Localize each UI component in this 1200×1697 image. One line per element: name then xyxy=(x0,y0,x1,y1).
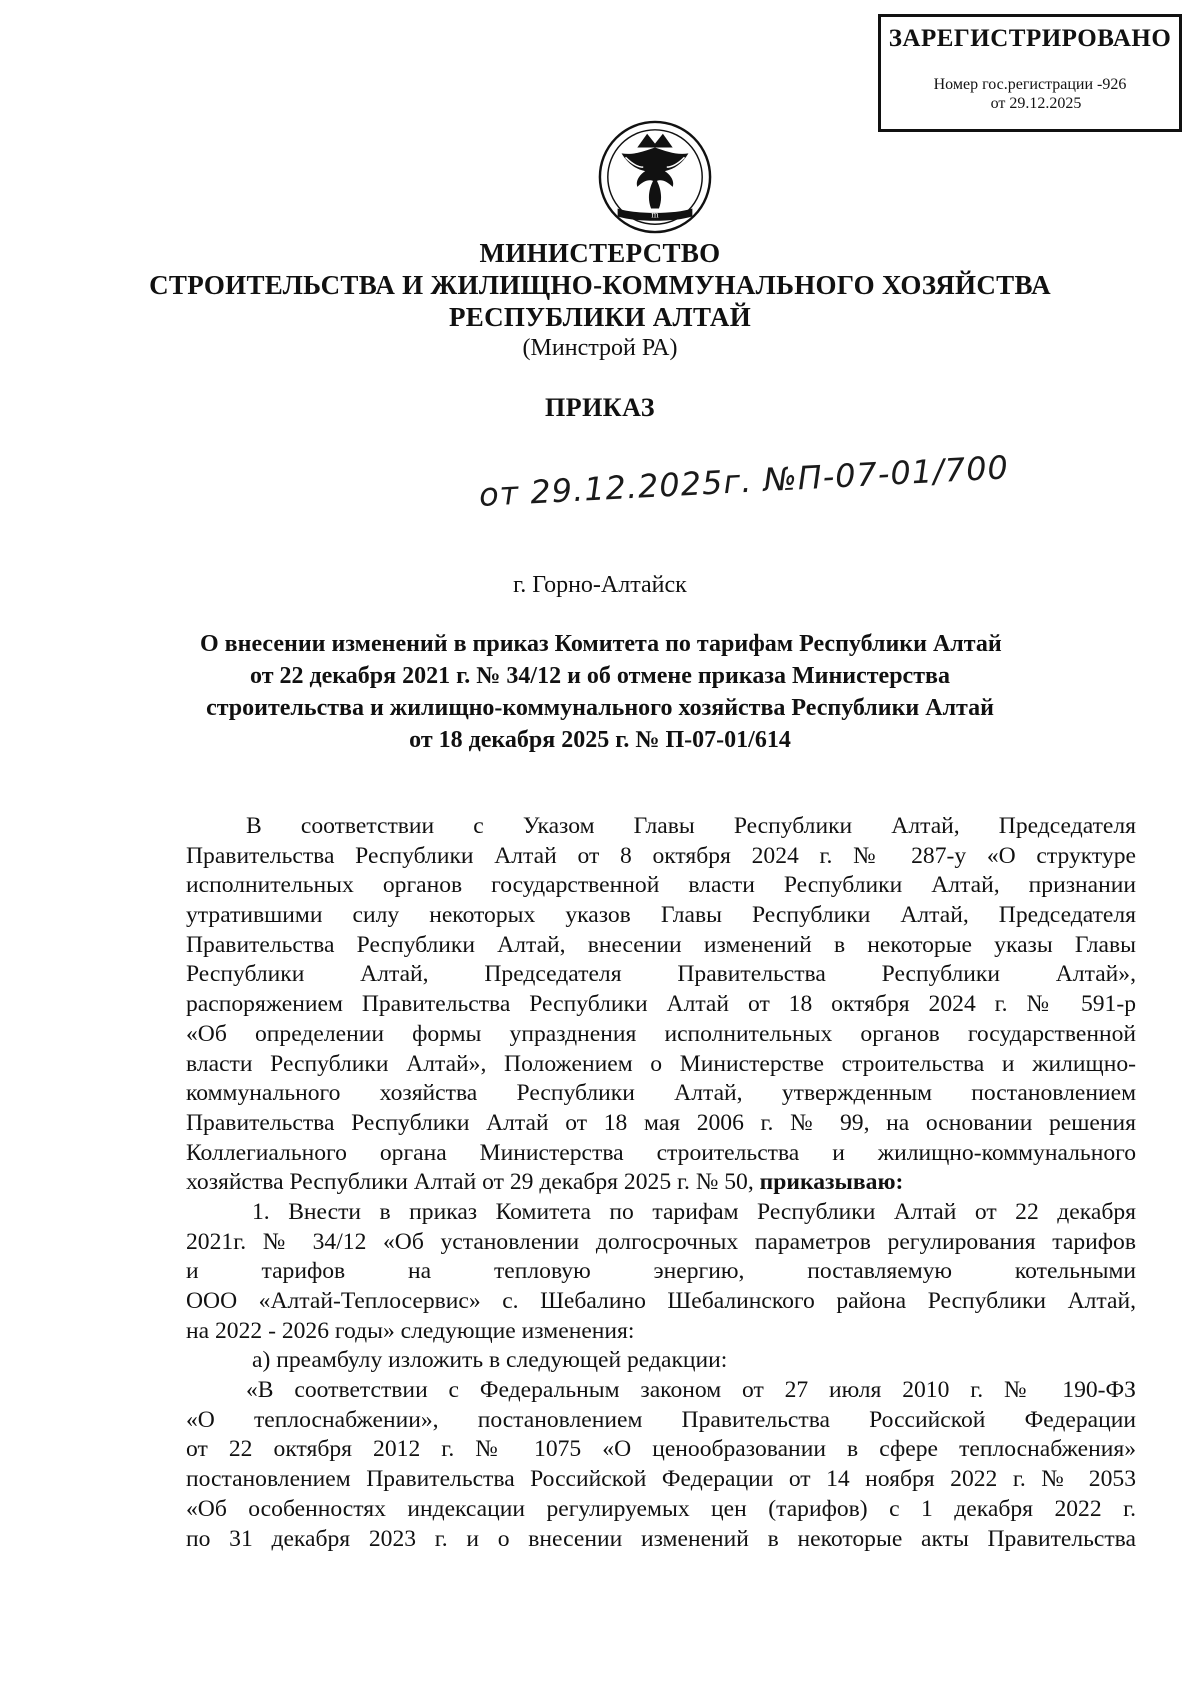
doc-type: ПРИКАЗ xyxy=(544,393,656,422)
body-line: по 31 декабря 2023 г. и о внесении изменений в некоторые акты Правительства xyxy=(186,1525,1136,1552)
body-line: 1. Внести в приказ Комитета по тарифам Республики Алтай от 22 декабря xyxy=(252,1198,1136,1225)
body-line: исполнительных органов государственной власти Республики Алтай, признании xyxy=(186,872,1136,899)
stamp-reg-date: от 29.12.2025 xyxy=(990,95,1082,112)
title-line: от 18 декабря 2025 г. № П-07-01/614 xyxy=(409,727,791,753)
city: г. Горно-Алтайск xyxy=(513,572,687,598)
handwritten-date-number: от 29.12.2025г. №П-07-01/700 xyxy=(478,448,1010,514)
body-line: ООО «Алтай-Теплосервис» с. Шебалино Шебалинского района Республики Алтай, xyxy=(186,1288,1136,1314)
registration-stamp xyxy=(878,14,1182,132)
body-line: «Об особенностях индексации регулируемых цен (тарифов) с 1 декабря 2022 г. xyxy=(186,1495,1136,1522)
order-keyword: приказываю: xyxy=(759,1169,904,1196)
body-line: Правительства Республики Алтай, внесении изменений в некоторые указы Главы xyxy=(186,931,1136,958)
body-line: постановлением Правительства Российской Федерации от 14 ноября 2022 г. № 2053 xyxy=(186,1466,1136,1493)
document-body xyxy=(186,812,1136,1554)
body-line: на 2022 - 2026 годы» следующие изменения: xyxy=(186,1317,635,1344)
body-line: «В соответствии с Федеральным законом от 27 июля 2010 г. № 190-ФЗ xyxy=(246,1377,1136,1404)
body-line: власти Республики Алтай», Положением о Министерстве строительства и жилищно- xyxy=(186,1050,1136,1077)
body-line: Правительства Республики Алтай от 18 мая 2006 г. № 99, на основании решения xyxy=(186,1109,1136,1136)
stamp-title: ЗАРЕГИСТРИРОВАНО xyxy=(888,25,1172,52)
body-line: утратившими силу некоторых указов Главы Республики Алтай, Председателя xyxy=(186,902,1136,929)
body-line: Коллегиального органа Министерства строительства и жилищно-коммунального xyxy=(186,1139,1136,1166)
org-line-3: РЕСПУБЛИКИ АЛТАЙ xyxy=(448,302,752,332)
body-line: 2021г. № 34/12 «Об установлении долгосрочных параметров регулирования тарифов xyxy=(186,1228,1136,1255)
body-line: от 22 октября 2012 г. № 1075 «О ценообразовании в сфере теплоснабжения» xyxy=(186,1436,1136,1463)
coat-of-arms-icon xyxy=(596,118,714,236)
document-title xyxy=(200,628,1000,756)
body-line: В соответствии с Указом Главы Республики Алтай, Председателя xyxy=(246,813,1136,839)
body-line: Республики Алтай, Председателя Правительства Республики Алтай», xyxy=(186,961,1136,988)
title-line: О внесении изменений в приказ Комитета по тарифам Республики Алтай xyxy=(200,631,1002,657)
body-line: распоряжением Правительства Республики Алтай от 18 октября 2024 г. № 591-р xyxy=(186,991,1136,1018)
body-line: Правительства Республики Алтай от 8 октября 2024 г. № 287-у «О структуре xyxy=(186,842,1136,869)
title-line: от 22 декабря 2021 г. № 34/12 и об отмене приказа Министерства xyxy=(250,663,950,689)
org-line-2: СТРОИТЕЛЬСТВА И ЖИЛИЩНО-КОММУНАЛЬНОГО ХОЗЯЙСТВА xyxy=(149,270,1051,300)
body-line: а) преамбулу изложить в следующей редакции: xyxy=(252,1347,728,1374)
org-line-1: МИНИСТЕРСТВО xyxy=(479,238,721,268)
title-line: строительства и жилищно-коммунального хозяйства Республики Алтай xyxy=(206,695,994,721)
org-short-name: (Минстрой РА) xyxy=(522,335,678,361)
body-line xyxy=(186,1168,1136,1198)
svg-text:m: m xyxy=(651,210,659,220)
body-line: коммунального хозяйства Республики Алтай, утвержденным постановлением xyxy=(186,1080,1136,1107)
stamp-reg-number: Номер гос.регистрации -926 xyxy=(933,76,1127,93)
body-line: «Об определении формы упразднения исполнительных органов государственной xyxy=(186,1020,1136,1047)
body-text: хозяйства Республики Алтай от 29 декабря 2025 г. № 50, xyxy=(186,1169,754,1196)
body-line: и тарифов на тепловую энергию, поставляемую котельными xyxy=(186,1258,1136,1285)
body-line: «О теплоснабжении», постановлением Правительства Российской Федерации xyxy=(186,1406,1136,1433)
